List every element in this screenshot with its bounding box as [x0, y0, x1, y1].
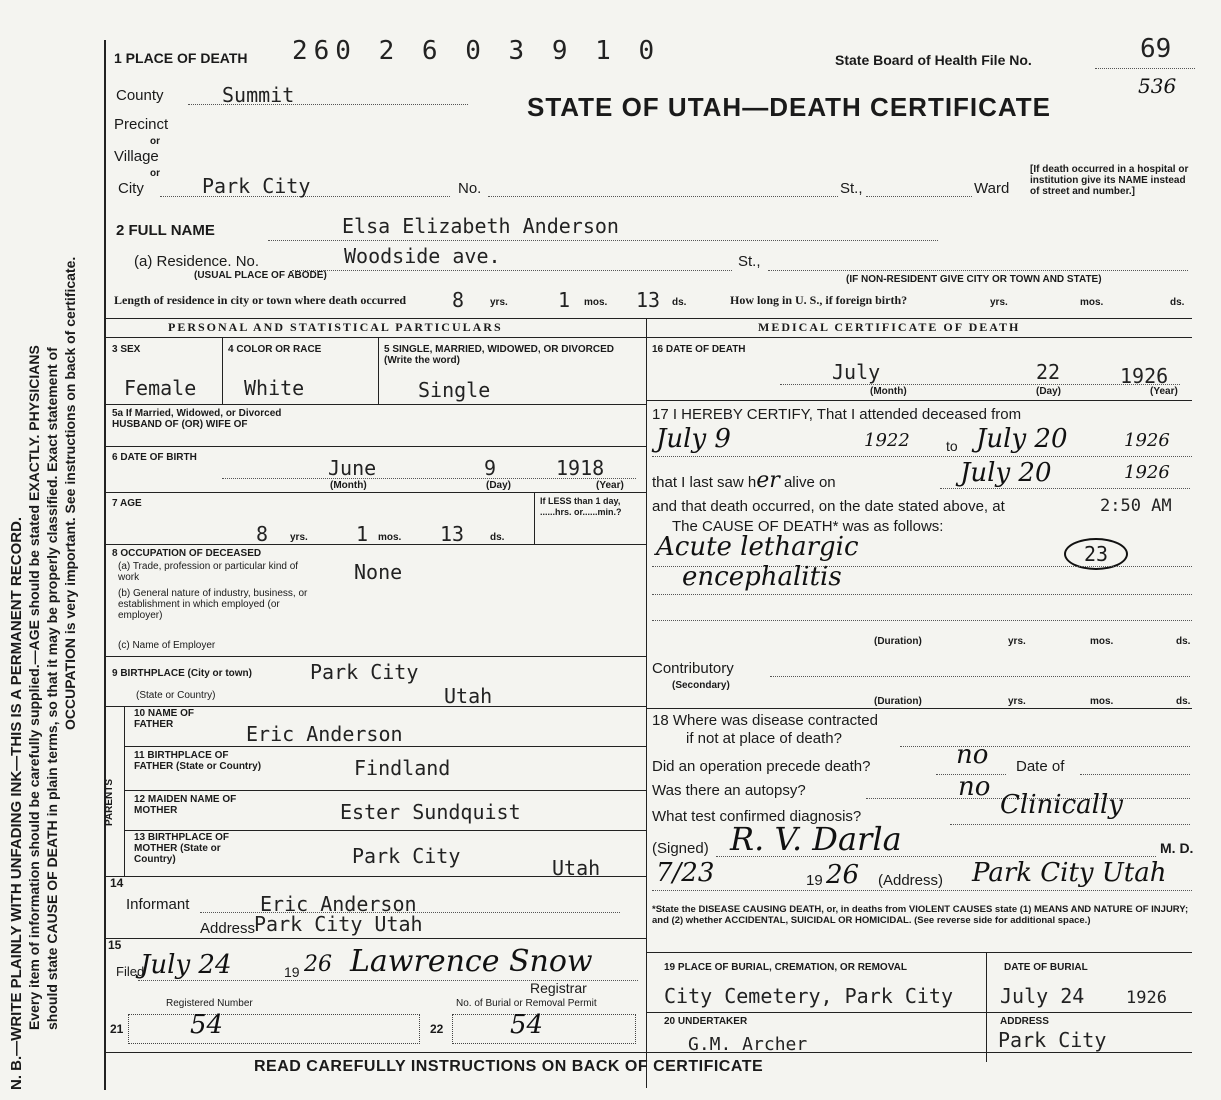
- birthplace-city: Park City: [310, 660, 419, 684]
- nonresident-note: (IF NON-RESIDENT GIVE CITY OR TOWN AND STATE): [846, 274, 1102, 285]
- sex-value: Female: [124, 376, 197, 400]
- residence-label: (a) Residence. No.: [134, 253, 260, 270]
- dob-label: 6 DATE OF BIRTH: [112, 452, 197, 463]
- dod-label: 16 DATE OF DEATH: [652, 344, 746, 355]
- reg-number-value: 54: [190, 1010, 224, 1040]
- physician-address: Park City Utah: [972, 858, 1167, 888]
- father-birthplace-label: 11 BIRTHPLACE OF FATHER (State or Country): [134, 750, 262, 772]
- father-value: Eric Anderson: [246, 722, 403, 746]
- precinct-label: Precinct: [114, 116, 169, 133]
- sidebar-line-2: Every item of information should be carefully supplied.—AGE should be stated EXACTLY. PHYSICIANS: [26, 345, 42, 1030]
- village-label: Village: [114, 148, 159, 165]
- dob-day: 9: [484, 456, 497, 480]
- attended-to: July 20: [976, 424, 1068, 454]
- city-label: City: [118, 180, 144, 197]
- informant-label: Informant: [126, 896, 190, 913]
- autopsy-label: Was there an autopsy?: [652, 782, 806, 799]
- color-value: White: [244, 376, 305, 400]
- signed-label: (Signed): [652, 840, 709, 857]
- certificate-title: STATE OF UTAH—DEATH CERTIFICATE: [527, 92, 1051, 122]
- mother-birthplace-label: 13 BIRTHPLACE OF MOTHER (State or Country): [134, 832, 230, 865]
- age-label: 7 AGE: [112, 498, 142, 509]
- registrar-label: Registrar: [530, 980, 587, 996]
- instructions-sidebar: [0, 0, 100, 1100]
- place-of-death-label: 1 PLACE OF DEATH: [114, 50, 248, 66]
- city-value: Park City: [202, 174, 311, 198]
- burial-year: 1926: [1126, 988, 1167, 1008]
- full-name-value: Elsa Elizabeth Anderson: [342, 214, 619, 238]
- father-label: 10 NAME OF FATHER: [134, 708, 195, 730]
- father-birthplace: Findland: [354, 756, 451, 780]
- age-yrs: 8: [256, 522, 269, 546]
- death-occurred-label: and that death occurred, on the date stated above, at: [652, 498, 1005, 515]
- sign-date: 7/23: [656, 858, 715, 888]
- cause-footnote: *State the DISEASE CAUSING DEATH, or, in deaths from VIOLENT CAUSES state (1) MEANS AND NATURE OF INJURY; and (2) whether ACCIDENTAL, SUICIDAL OR HOMICIDAL. (See reverse side for additional space.): [652, 904, 1189, 926]
- file-no-label: State Board of Health File No.: [835, 52, 1032, 68]
- occupation-value: None: [354, 560, 403, 584]
- color-label: 4 COLOR OR RACE: [228, 344, 322, 355]
- cause-code: 23: [1064, 538, 1128, 570]
- sex-label: 3 SEX: [112, 344, 141, 355]
- mother-label: 12 MAIDEN NAME OF MOTHER: [134, 794, 237, 816]
- medical-section-title: MEDICAL CERTIFICATE OF DEATH: [758, 320, 1021, 334]
- us-residence-label: How long in U. S., if foreign birth?: [730, 293, 908, 307]
- filed-label: Filed: [116, 964, 145, 979]
- cause-label: The CAUSE OF DEATH* was as follows:: [672, 518, 944, 535]
- last-saw-date: July 20: [960, 458, 1052, 488]
- informant-value: Eric Anderson: [260, 892, 417, 916]
- no-label: No.: [458, 180, 482, 197]
- residence-value: Woodside ave.: [344, 244, 501, 268]
- burial-date: July 24: [1000, 984, 1085, 1008]
- death-time: 2:50 AM: [1100, 496, 1172, 516]
- attended-from: July 9: [656, 424, 731, 454]
- burial-date-label: DATE OF BURIAL: [1004, 962, 1088, 973]
- undertaker-label: 20 UNDERTAKER: [664, 1016, 748, 1027]
- physician-signature: R. V. Darla: [730, 820, 902, 858]
- mother-value: Ester Sundquist: [340, 800, 521, 824]
- certificate-number: 260 2 6 0 3 9 1 0: [292, 36, 661, 66]
- usual-abode: (USUAL PLACE OF ABODE): [194, 270, 327, 281]
- registrar-signature: Lawrence Snow: [350, 944, 593, 979]
- burial-permit-label: No. of Burial or Removal Permit: [456, 998, 597, 1009]
- age-ds: 13: [440, 522, 465, 546]
- ward-label: Ward: [974, 180, 1010, 197]
- dod-month: July: [832, 360, 881, 384]
- full-name-label: 2 FULL NAME: [116, 222, 215, 239]
- length-residence-label: Length of residence in city or town where death occurred: [114, 293, 407, 307]
- undertaker-value: G.M. Archer: [688, 1034, 808, 1055]
- occupation-label: 8 OCCUPATION OF DECEASED: [112, 548, 262, 559]
- birthplace-label: 9 BIRTHPLACE (City or town): [112, 668, 252, 679]
- county-value: Summit: [222, 83, 295, 107]
- operation-label: Did an operation precede death?: [652, 758, 871, 775]
- parents-label: PARENTS: [104, 778, 115, 826]
- certify-statement: 17 I HEREBY CERTIFY, That I attended deceased from: [652, 406, 1022, 423]
- dob-month: June: [328, 456, 377, 480]
- marital-label: 5 SINGLE, MARRIED, WIDOWED, OR DIVORCED (Write the word): [384, 344, 615, 366]
- sidebar-line-4: OCCUPATION is very important. See instructions on back of certificate.: [62, 256, 78, 730]
- informant-address: Park City Utah: [254, 912, 423, 936]
- county-label: County: [116, 87, 164, 104]
- less-than-note: If LESS than 1 day, ......hrs. or......min.?: [540, 496, 622, 517]
- undertaker-address: Park City: [998, 1028, 1107, 1052]
- residence-st: St.,: [738, 253, 761, 270]
- burial-place: City Cemetery, Park City: [664, 984, 953, 1008]
- undertaker-address-label: ADDRESS: [1000, 1016, 1049, 1027]
- last-saw-label: that I last saw her alive on: [652, 468, 836, 493]
- informant-address-label: Address: [200, 920, 256, 937]
- burial-permit-value: 54: [510, 1010, 544, 1040]
- file-no-secondary: 536: [1138, 74, 1177, 98]
- st-label: St.,: [840, 180, 863, 197]
- cause-line-1: Acute lethargic: [656, 532, 859, 562]
- autopsy-value: no: [958, 772, 991, 802]
- reg-number-box: [128, 1014, 420, 1044]
- mother-birthplace-state: Utah: [552, 856, 601, 880]
- file-no-value: 69: [1140, 34, 1172, 64]
- age-mos: 1: [356, 522, 369, 546]
- reg-number-label: Registered Number: [166, 998, 253, 1009]
- dod-year: 1926: [1120, 364, 1169, 388]
- test-label: What test confirmed diagnosis?: [652, 808, 862, 825]
- birthplace-state: Utah: [444, 684, 493, 708]
- contributory-label: Contributory: [652, 660, 734, 677]
- test-value: Clinically: [1000, 790, 1123, 820]
- sign-year: 26: [826, 860, 860, 890]
- cause-line-2: encephalitis: [682, 562, 842, 592]
- sidebar-line-1: N. B.—WRITE PLAINLY WITH UNFADING INK—THIS IS A PERMANENT RECORD.: [8, 516, 25, 1090]
- burial-permit-box: [452, 1014, 636, 1044]
- personal-section-title: PERSONAL AND STATISTICAL PARTICULARS: [168, 320, 503, 334]
- sidebar-line-3: should state CAUSE OF DEATH in plain terms, so that it may be properly classified. Exact statement of: [44, 347, 60, 1030]
- burial-label: 19 PLACE OF BURIAL, CREMATION, OR REMOVAL: [664, 962, 907, 973]
- filed-date: July 24: [140, 950, 232, 980]
- mother-birthplace-city: Park City: [352, 844, 461, 868]
- dod-day: 22: [1036, 360, 1061, 384]
- marital-value: Single: [418, 378, 491, 402]
- footer-instructions: READ CAREFULLY INSTRUCTIONS ON BACK OF CERTIFICATE: [254, 1058, 764, 1075]
- q18-label: 18 Where was disease contracted: [652, 712, 878, 729]
- dob-year: 1918: [556, 456, 605, 480]
- operation-value: no: [956, 740, 989, 770]
- hospital-note: [If death occurred in a hospital or institution give its NAME instead of street and number.]: [1030, 164, 1189, 197]
- filed-year: 26: [304, 952, 332, 977]
- spouse-label: 5a If Married, Widowed, or Divorced HUSBAND OF (OR) WIFE OF: [112, 408, 282, 430]
